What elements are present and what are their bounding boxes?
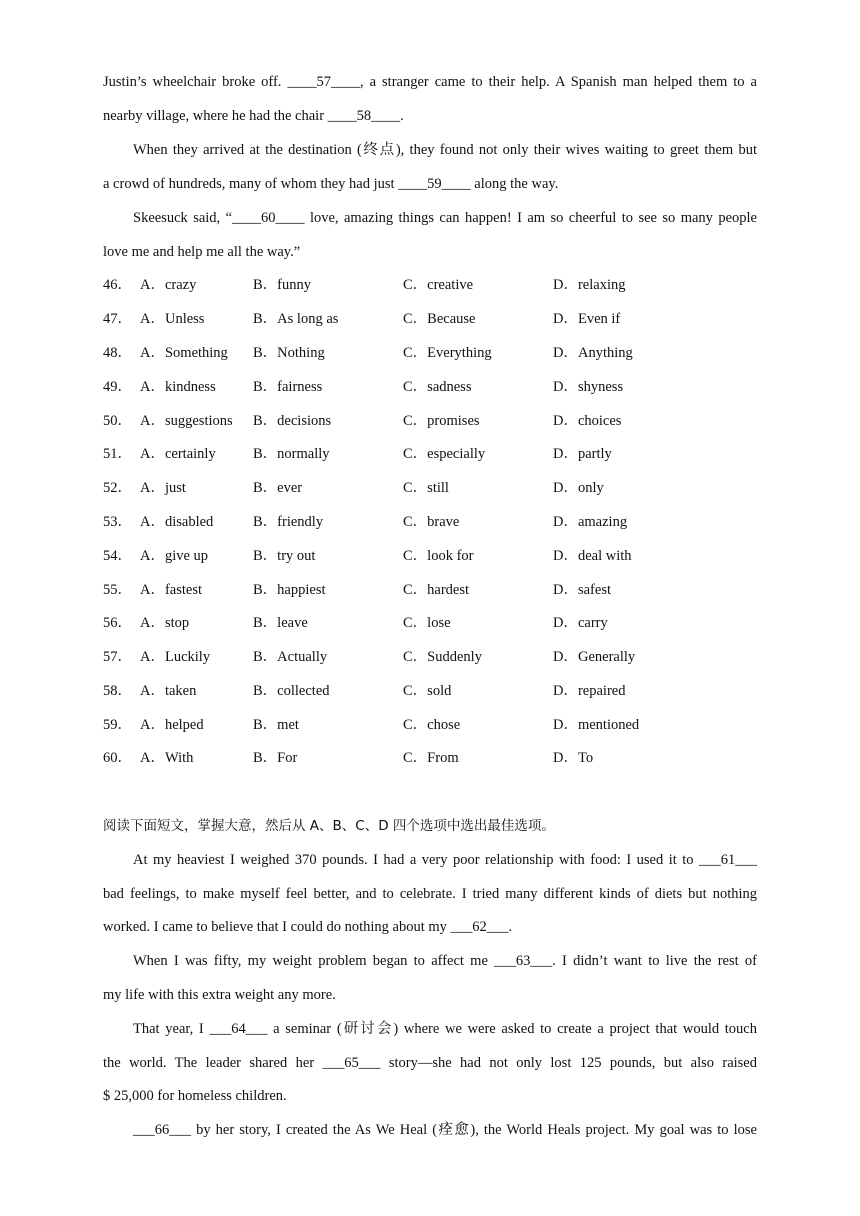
passage2-line-2: bad feelings, to make myself feel better, and to celebrate. I tried many different kinds of diets but nothing [103,886,757,902]
question-number: 48． [103,345,132,361]
option-b: B．friendly [253,514,324,530]
option-c: C．still [403,480,449,496]
option-b: B．collected [253,683,330,699]
question-number: 51． [103,446,132,462]
question-row [103,580,763,600]
option-a: A．disabled [140,514,214,530]
option-c: C．Everything [403,345,492,361]
option-d: D．To [553,750,594,766]
option-a: A．Unless [140,311,205,327]
question-row [103,411,763,431]
question-number: 53． [103,514,132,530]
option-d: D．Even if [553,311,621,327]
passage2-line-1: At my heaviest I weighed 370 pounds. I had a very poor relationship with food: I used it to ___61___ [133,852,757,868]
passage1-line-4: a crowd of hundreds, many of whom they had just ____59____ along the way. [103,176,559,192]
option-d: D．safest [553,582,611,598]
question-row [103,512,763,532]
question-number: 58． [103,683,132,699]
question-number: 56． [103,615,132,631]
option-c: C．hardest [403,582,470,598]
option-a: A．helped [140,717,204,733]
option-d: D．only [553,480,604,496]
option-b: B．Nothing [253,345,325,361]
section-instruction: 阅读下面短文，掌握大意，然后从 A、B、C、D 四个选项中选出最佳选项。 [103,818,555,834]
question-number: 50． [103,413,132,429]
option-b: B．met [253,717,299,733]
question-number: 57． [103,649,132,665]
option-c: C．sold [403,683,452,699]
option-b: B．leave [253,615,308,631]
passage1-line-2: nearby village, where he had the chair ____58____. [103,108,404,124]
passage2-line-5: my life with this extra weight any more. [103,987,336,1003]
question-row [103,478,763,498]
option-d: D．shyness [553,379,624,395]
passage1-line-1: Justin’s wheelchair broke off. ____57____, a stranger came to their help. A Spanish man helped them to a [103,74,757,90]
passage2-line-4: When I was fifty, my weight problem began to affect me ___63___. I didn’t want to live the rest of [133,953,757,969]
question-row [103,309,763,329]
option-b: B．funny [253,277,311,293]
question-number: 54． [103,548,132,564]
option-b: B．fairness [253,379,323,395]
question-row [103,613,763,633]
option-b: B．normally [253,446,330,462]
question-number: 47． [103,311,132,327]
option-c: C．look for [403,548,474,564]
question-number: 49． [103,379,132,395]
option-a: A．Luckily [140,649,211,665]
question-row [103,377,763,397]
option-a: A．fastest [140,582,203,598]
option-d: D．partly [553,446,612,462]
passage2-line-3: worked. I came to believe that I could do nothing about my ___62___. [103,919,513,935]
option-c: C．Suddenly [403,649,482,665]
option-c: C．From [403,750,459,766]
option-d: D．deal with [553,548,632,564]
question-number: 55． [103,582,132,598]
option-c: C．lose [403,615,451,631]
option-c: C．chose [403,717,461,733]
option-d: D．Generally [553,649,636,665]
question-row [103,647,763,667]
option-a: A．certainly [140,446,216,462]
question-row [103,681,763,701]
option-b: B．happiest [253,582,326,598]
question-row [103,715,763,735]
option-d: D．Anything [553,345,633,361]
passage1-line-6: love me and help me all the way.” [103,244,301,260]
option-d: D．mentioned [553,717,640,733]
option-c: C．creative [403,277,474,293]
passage2-line-8: $ 25,000 for homeless children. [103,1088,287,1104]
option-b: B．decisions [253,413,332,429]
option-d: D．repaired [553,683,626,699]
option-c: C．sadness [403,379,472,395]
option-a: A．suggestions [140,413,233,429]
question-number: 60． [103,750,132,766]
option-a: A．Something [140,345,228,361]
passage1-line-5: Skeesuck said, “____60____ love, amazing things can happen! I am so cheerful to see so many people [133,210,757,226]
option-a: A．With [140,750,194,766]
question-number: 52． [103,480,132,496]
passage2-line-9: ___66___ by her story, I created the As We Heal (痊愈), the World Heals project. My goal was to lose [133,1122,757,1138]
option-a: A．crazy [140,277,197,293]
option-c: C．especially [403,446,486,462]
passage1-line-3: When they arrived at the destination (终点), they found not only their wives waiting to greet them but [133,142,757,158]
question-row [103,748,763,768]
question-number: 46． [103,277,132,293]
passage2-line-7: the world. The leader shared her ___65___ story—she had not only lost 125 pounds, but also raised [103,1055,757,1071]
option-c: C．promises [403,413,480,429]
option-b: B．As long as [253,311,339,327]
question-row [103,275,763,295]
option-b: B．try out [253,548,316,564]
option-a: A．taken [140,683,197,699]
option-b: B．ever [253,480,303,496]
option-a: A．stop [140,615,190,631]
option-d: D．relaxing [553,277,626,293]
question-row [103,444,763,464]
passage2-line-6: That year, I ___64___ a seminar (研讨会) where we were asked to create a project that would touch [133,1021,757,1037]
option-d: D．choices [553,413,622,429]
option-d: D．carry [553,615,608,631]
option-c: C．brave [403,514,460,530]
option-b: B．For [253,750,298,766]
question-row [103,343,763,363]
option-c: C．Because [403,311,476,327]
option-a: A．kindness [140,379,216,395]
option-b: B．Actually [253,649,328,665]
option-a: A．give up [140,548,209,564]
option-a: A．just [140,480,186,496]
option-d: D．amazing [553,514,628,530]
question-number: 59． [103,717,132,733]
question-row [103,546,763,566]
